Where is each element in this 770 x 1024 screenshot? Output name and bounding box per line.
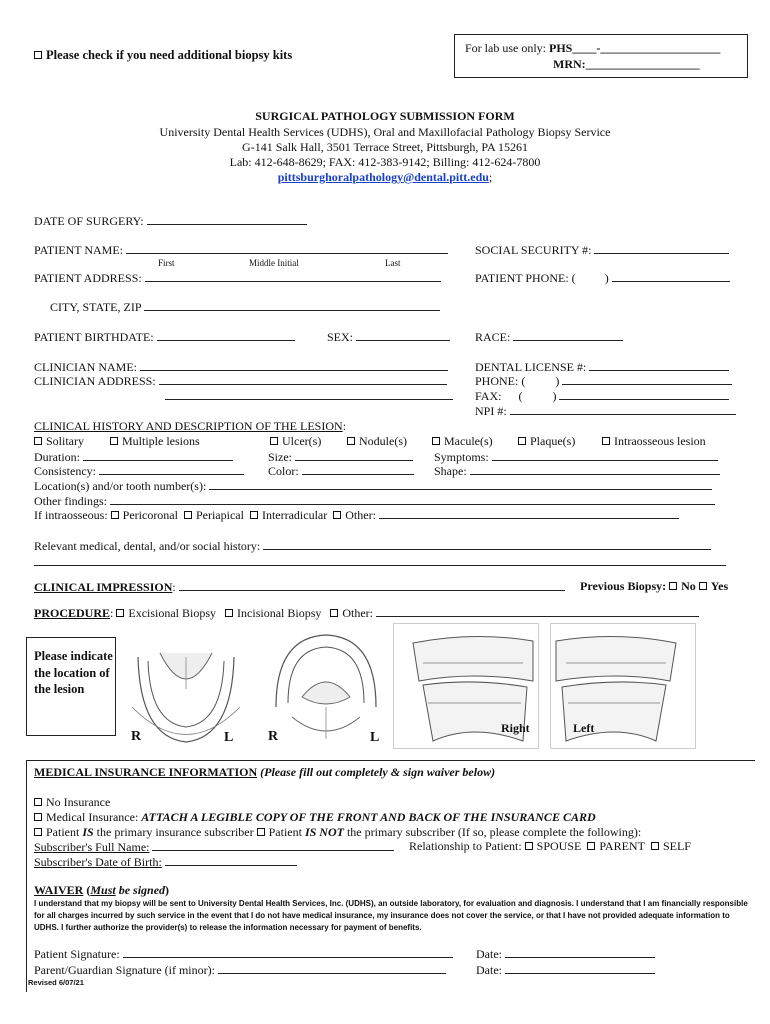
relevant-history-field-2[interactable] <box>34 554 726 566</box>
revised-date: Revised 6/07/21 <box>28 978 84 987</box>
color-label: Color: <box>268 464 299 478</box>
periapical-option[interactable] <box>184 508 244 522</box>
patient-is-not-subscriber-option[interactable] <box>257 825 642 839</box>
city-state-zip-field[interactable] <box>144 299 440 311</box>
date-of-surgery-field[interactable] <box>147 213 307 225</box>
clinician-address-field[interactable] <box>159 373 447 385</box>
clinician-phone-close-paren: ) <box>555 374 560 388</box>
shape-label: Shape: <box>434 464 467 478</box>
patient-address-field[interactable] <box>145 270 441 282</box>
symptoms-field[interactable] <box>492 449 718 461</box>
org-name: University Dental Health Services (UDHS), Oral and Maxillofacial Pathology Biopsy Service <box>159 125 611 139</box>
biopsy-kits-option[interactable] <box>34 48 292 63</box>
lower-arch-right-label: R <box>131 729 142 744</box>
intraosseous-other-option[interactable] <box>333 508 376 522</box>
clinician-name-label: CLINICIAN NAME: <box>34 360 137 374</box>
patient-is-subscriber-option[interactable] <box>34 825 254 839</box>
self-label: SELF <box>662 839 691 853</box>
duration-field[interactable] <box>83 449 233 461</box>
intraosseous-checkbox[interactable] <box>602 437 610 445</box>
clinical-impression-label: CLINICAL IMPRESSION <box>34 580 173 594</box>
solitary-label: Solitary <box>46 434 84 448</box>
periapical-checkbox[interactable] <box>184 511 192 519</box>
date-of-surgery-label: DATE OF SURGERY: <box>34 214 144 228</box>
previous-biopsy-yes[interactable] <box>699 579 728 593</box>
subscriber-dob-label: Subscriber's Date of Birth: <box>34 855 162 869</box>
multiple-checkbox[interactable] <box>110 437 118 445</box>
solitary-option[interactable] <box>34 434 84 449</box>
birthdate-label: PATIENT BIRTHDATE: <box>34 330 154 344</box>
nodule-label: Nodule(s) <box>359 434 407 448</box>
guardian-signature-label: Parent/Guardian Signature (if minor): <box>34 963 215 977</box>
sex-label: SEX: <box>327 330 354 344</box>
symptoms-label: Symptoms: <box>434 450 489 464</box>
previous-biopsy-no-label: No <box>681 579 696 593</box>
subscriber-name-field[interactable] <box>152 839 394 851</box>
clinical-impression-colon: : <box>172 580 176 594</box>
clinical-impression-field[interactable] <box>179 579 565 591</box>
upper-arch-left-label: L <box>370 730 380 745</box>
patient-signature-label: Patient Signature: <box>34 947 120 961</box>
primary-subscriber-label: the primary insurance subscriber <box>96 825 254 839</box>
multiple-label: Multiple lesions <box>122 434 200 448</box>
mrn-field[interactable]: MRN:___________________ <box>553 57 700 71</box>
clinician-address-field-2[interactable] <box>165 388 453 400</box>
biopsy-kits-checkbox[interactable] <box>34 51 42 59</box>
consistency-field[interactable] <box>99 463 244 475</box>
nodule-checkbox[interactable] <box>347 437 355 445</box>
fax-field[interactable] <box>559 388 729 400</box>
previous-biopsy-no[interactable] <box>669 579 696 593</box>
if-intraosseous-label: If intraosseous: <box>34 508 108 522</box>
plaque-option[interactable] <box>518 434 575 449</box>
guardian-signature-field[interactable] <box>218 962 446 974</box>
insurance-instruction: (Please fill out completely & sign waiver below) <box>260 765 496 779</box>
interradicular-label: Interradicular <box>261 508 328 522</box>
medical-insurance-label: Medical Insurance: <box>46 810 139 824</box>
previous-biopsy-yes-checkbox[interactable] <box>699 582 707 590</box>
interradicular-option[interactable] <box>250 508 327 522</box>
intraosseous-label: Intraosseous lesion <box>614 434 706 448</box>
pericoronal-option[interactable] <box>111 508 178 522</box>
waiver-text: I understand that my biopsy will be sent to University Dental Health Services, Inc. (UDHS), an outside laboratory, for evaluation and diagnosis. I understand that I am financially responsible for all charges incurred by such service in the event that I do not have medical insurance, my insurance does not cover the service, or that I have not provided adequate information to UDHS. I further authorize the provider(s) to release the information necessary for payment of benefits. <box>34 899 748 932</box>
medical-insurance-option[interactable] <box>34 810 596 825</box>
size-label: Size: <box>268 450 292 464</box>
patient-signature-date-field[interactable] <box>505 946 655 958</box>
patient-is-not-label: Patient <box>268 825 302 839</box>
excisional-option[interactable] <box>116 606 216 620</box>
patient-signature-field[interactable] <box>123 946 453 958</box>
procedure-other-checkbox[interactable] <box>330 609 338 617</box>
no-insurance-label: No Insurance <box>46 795 111 809</box>
previous-biopsy-no-checkbox[interactable] <box>669 582 677 590</box>
org-phones: Lab: 412-648-8629; FAX: 412-383-9142; Billing: 412-624-7800 <box>229 155 541 169</box>
left-jaw-diagram[interactable] <box>550 623 696 749</box>
parent-option[interactable] <box>587 839 645 853</box>
insurance-heading: MEDICAL INSURANCE INFORMATION <box>34 765 258 779</box>
patient-is-not-subscriber-checkbox[interactable] <box>257 828 265 836</box>
clinical-history-heading: CLINICAL HISTORY AND DESCRIPTION OF THE LESION <box>34 419 343 433</box>
other-findings-label: Other findings: <box>34 494 107 508</box>
patient-address-label: PATIENT ADDRESS: <box>34 271 142 285</box>
attach-card-instruction: ATTACH A LEGIBLE COPY OF THE FRONT AND BACK OF THE INSURANCE CARD <box>141 810 596 824</box>
patient-signature-date-label: Date: <box>476 947 502 961</box>
nodule-option[interactable] <box>347 434 407 449</box>
procedure-colon: : <box>110 606 114 620</box>
macule-option[interactable] <box>432 434 493 449</box>
ulcer-checkbox[interactable] <box>270 437 278 445</box>
incisional-checkbox[interactable] <box>225 609 233 617</box>
clinician-address-label: CLINICIAN ADDRESS: <box>34 374 156 388</box>
previous-biopsy-label: Previous Biopsy: <box>580 579 667 593</box>
macule-checkbox[interactable] <box>432 437 440 445</box>
solitary-checkbox[interactable] <box>34 437 42 445</box>
shape-field[interactable] <box>470 463 720 475</box>
previous-biopsy-yes-label: Yes <box>710 579 729 593</box>
intraosseous-other-field[interactable] <box>379 507 679 519</box>
last-name-caption: Last <box>385 258 401 268</box>
race-field[interactable] <box>513 329 623 341</box>
middle-initial-caption: Middle Initial <box>249 258 299 268</box>
sex-field[interactable] <box>356 329 450 341</box>
org-address: G-141 Salk Hall, 3501 Terrace Street, Pittsburgh, PA 15261 <box>242 140 528 154</box>
first-name-caption: First <box>158 258 175 268</box>
dental-license-field[interactable] <box>589 359 729 371</box>
subscriber-dob-field[interactable] <box>165 854 297 866</box>
plaque-label: Plaque(s) <box>530 434 576 448</box>
duration-label: Duration: <box>34 450 80 464</box>
consistency-label: Consistency: <box>34 464 96 478</box>
right-jaw-label: Right <box>501 721 530 735</box>
procedure-other-option[interactable] <box>330 606 373 620</box>
procedure-other-field[interactable] <box>376 605 699 617</box>
guardian-signature-date-field[interactable] <box>505 962 655 974</box>
npi-field[interactable] <box>510 403 736 415</box>
relationship-label: Relationship to Patient: <box>409 839 522 853</box>
location-field[interactable] <box>209 478 712 490</box>
lab-use-box <box>454 34 748 78</box>
multiple-option[interactable] <box>110 434 200 449</box>
form-title: SURGICAL PATHOLOGY SUBMISSION FORM <box>255 109 515 123</box>
email-link[interactable]: pittsburghoralpathology@dental.pitt.edu <box>277 170 489 184</box>
patient-is-subscriber-checkbox[interactable] <box>34 828 42 836</box>
waiver-must: Must <box>90 883 116 897</box>
procedure-label: PROCEDURE <box>34 606 111 620</box>
color-field[interactable] <box>302 463 414 475</box>
patient-name-label: PATIENT NAME: <box>34 243 124 257</box>
lower-arch-diagram[interactable] <box>122 627 250 747</box>
left-jaw-label: Left <box>573 721 595 735</box>
fax-open-paren: ( <box>518 389 523 403</box>
upper-arch-diagram[interactable] <box>262 627 390 747</box>
lesion-location-instruction: Please indicate the location of the lesion <box>34 649 113 696</box>
interradicular-checkbox[interactable] <box>250 511 258 519</box>
birthdate-field[interactable] <box>157 329 295 341</box>
pericoronal-checkbox[interactable] <box>111 511 119 519</box>
parent-checkbox[interactable] <box>587 842 595 850</box>
email-suffix: ; <box>488 170 493 184</box>
relevant-history-label: Relevant medical, dental, and/or social history: <box>34 539 261 553</box>
fax-label: FAX: <box>475 389 502 403</box>
excisional-label: Excisional Biopsy <box>128 606 217 620</box>
fax-close-paren: ) <box>552 389 557 403</box>
procedure-other-label: Other: <box>342 606 374 620</box>
incisional-option[interactable] <box>225 606 321 620</box>
lesion-location-instruction-box <box>26 637 116 736</box>
self-checkbox[interactable] <box>651 842 659 850</box>
intraosseous-option[interactable] <box>602 434 706 449</box>
waiver-heading: WAIVER <box>34 883 84 897</box>
spouse-option[interactable] <box>525 839 582 853</box>
location-label: Location(s) and/or tooth number(s): <box>34 479 207 493</box>
biopsy-kits-label: Please check if you need additional biopsy kits <box>46 48 293 62</box>
periapical-label: Periapical <box>195 508 244 522</box>
ulcer-label: Ulcer(s) <box>282 434 322 448</box>
lab-use-label: For lab use only: <box>465 41 546 55</box>
pericoronal-label: Pericoronal <box>122 508 178 522</box>
self-option[interactable] <box>651 839 691 853</box>
city-state-zip-label: CITY, STATE, ZIP <box>50 300 142 314</box>
upper-arch-right-label: R <box>268 729 279 744</box>
incisional-label: Incisional Biopsy <box>237 606 322 620</box>
race-label: RACE: <box>475 330 511 344</box>
clinical-history-colon: : <box>342 419 347 433</box>
macule-label: Macule(s) <box>444 434 493 448</box>
ssn-field[interactable] <box>594 242 729 254</box>
primary-subscriber-label-2: the primary subscriber (If so, please complete the following): <box>346 825 642 839</box>
relevant-history-field[interactable] <box>263 538 711 550</box>
other-findings-field[interactable] <box>110 493 715 505</box>
clinician-phone-field[interactable] <box>562 373 732 385</box>
intraosseous-other-label: Other: <box>345 508 376 522</box>
parent-label: PARENT <box>599 839 645 853</box>
ulcer-option[interactable] <box>270 434 321 449</box>
medical-insurance-checkbox[interactable] <box>34 813 42 821</box>
excisional-checkbox[interactable] <box>116 609 124 617</box>
clinician-phone-label: PHONE: ( <box>475 374 526 388</box>
npi-label: NPI #: <box>475 404 507 418</box>
ssn-label: SOCIAL SECURITY #: <box>475 243 592 257</box>
spouse-label: SPOUSE <box>536 839 582 853</box>
size-field[interactable] <box>295 449 413 461</box>
subscriber-name-label: Subscriber's Full Name: <box>34 840 150 854</box>
no-insurance-checkbox[interactable] <box>34 798 42 806</box>
waiver-be-signed: be signed <box>118 883 166 897</box>
patient-phone-field[interactable] <box>612 270 730 282</box>
spouse-checkbox[interactable] <box>525 842 533 850</box>
no-insurance-option[interactable] <box>34 795 110 810</box>
patient-name-field[interactable] <box>126 242 448 254</box>
lower-arch-left-label: L <box>224 730 234 745</box>
is-not-label: IS NOT <box>304 825 344 839</box>
intraosseous-other-checkbox[interactable] <box>333 511 341 519</box>
dental-license-label: DENTAL LICENSE #: <box>475 360 587 374</box>
clinician-name-field[interactable] <box>140 359 448 371</box>
phs-field[interactable]: PHS____-____________________ <box>549 41 721 55</box>
patient-is-label-1: Patient <box>46 825 80 839</box>
guardian-signature-date-label: Date: <box>476 963 502 977</box>
phone-close-paren: ) <box>604 271 609 285</box>
plaque-checkbox[interactable] <box>518 437 526 445</box>
patient-phone-label: PATIENT PHONE: ( <box>475 271 576 285</box>
is-label: IS <box>82 825 94 839</box>
